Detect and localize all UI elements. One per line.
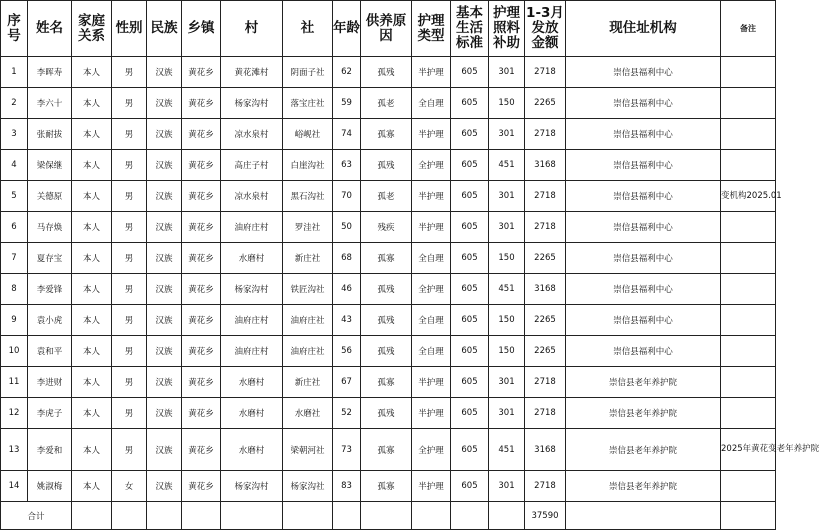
cell-township: 黄花乡 <box>182 212 221 243</box>
cell-institution: 崇信县福利中心 <box>566 212 721 243</box>
total-empty-cell <box>147 502 182 530</box>
cell-township: 黄花乡 <box>182 367 221 398</box>
total-empty-cell <box>489 502 525 530</box>
cell-care-subsidy: 301 <box>489 212 525 243</box>
cell-institution: 崇信县福利中心 <box>566 57 721 88</box>
cell-payment-amount: 3168 <box>525 429 566 471</box>
cell-remarks <box>721 336 776 367</box>
cell-village: 杨家沟村 <box>221 274 283 305</box>
cell-community: 峪岘社 <box>283 119 333 150</box>
cell-institution: 崇信县福利中心 <box>566 305 721 336</box>
cell-basic-living-standard: 605 <box>451 212 489 243</box>
cell-basic-living-standard: 605 <box>451 305 489 336</box>
cell-village: 黄花滩村 <box>221 57 283 88</box>
cell-name: 梁保继 <box>28 150 72 181</box>
total-empty-cell <box>112 502 147 530</box>
cell-basic-living-standard: 605 <box>451 243 489 274</box>
cell-institution: 崇信县老年养护院 <box>566 398 721 429</box>
cell-care-type: 全自理 <box>412 305 451 336</box>
cell-community: 杨家沟社 <box>283 471 333 502</box>
cell-care-type: 半护理 <box>412 181 451 212</box>
cell-gender: 男 <box>112 88 147 119</box>
cell-age: 70 <box>333 181 361 212</box>
cell-village: 油府庄村 <box>221 305 283 336</box>
cell-village: 高庄子村 <box>221 150 283 181</box>
table-row <box>1 181 776 212</box>
header-support-reason: 供养原因 <box>361 1 412 57</box>
header-remarks: 备注 <box>721 1 776 57</box>
cell-support-reason: 孤寡 <box>361 119 412 150</box>
cell-relation: 本人 <box>72 336 112 367</box>
cell-township: 黄花乡 <box>182 57 221 88</box>
cell-institution: 崇信县福利中心 <box>566 88 721 119</box>
cell-age: 83 <box>333 471 361 502</box>
cell-relation: 本人 <box>72 398 112 429</box>
cell-name: 李虎子 <box>28 398 72 429</box>
total-empty-cell <box>72 502 112 530</box>
cell-township: 黄花乡 <box>182 181 221 212</box>
table-row <box>1 398 776 429</box>
cell-basic-living-standard: 605 <box>451 181 489 212</box>
cell-township: 黄花乡 <box>182 398 221 429</box>
cell-gender: 男 <box>112 243 147 274</box>
total-empty-cell <box>451 502 489 530</box>
cell-basic-living-standard: 605 <box>451 88 489 119</box>
cell-relation: 本人 <box>72 181 112 212</box>
cell-age: 50 <box>333 212 361 243</box>
cell-index: 7 <box>1 243 28 274</box>
cell-remarks <box>721 398 776 429</box>
cell-community: 油府庄社 <box>283 305 333 336</box>
cell-township: 黄花乡 <box>182 243 221 274</box>
cell-index: 13 <box>1 429 28 471</box>
cell-support-reason: 孤残 <box>361 274 412 305</box>
cell-age: 52 <box>333 398 361 429</box>
cell-gender: 男 <box>112 305 147 336</box>
cell-village: 油府庄村 <box>221 336 283 367</box>
cell-community: 阴面子社 <box>283 57 333 88</box>
cell-support-reason: 孤残 <box>361 57 412 88</box>
total-empty-cell <box>182 502 221 530</box>
cell-township: 黄花乡 <box>182 150 221 181</box>
cell-care-subsidy: 301 <box>489 471 525 502</box>
cell-relation: 本人 <box>72 274 112 305</box>
header-relation: 家庭关系 <box>72 1 112 57</box>
total-empty-cell <box>221 502 283 530</box>
cell-index: 5 <box>1 181 28 212</box>
cell-remarks <box>721 212 776 243</box>
cell-support-reason: 孤寡 <box>361 429 412 471</box>
cell-support-reason: 残疾 <box>361 212 412 243</box>
cell-basic-living-standard: 605 <box>451 57 489 88</box>
cell-payment-amount: 2718 <box>525 57 566 88</box>
cell-index: 3 <box>1 119 28 150</box>
cell-name: 袁小虎 <box>28 305 72 336</box>
total-label: 合计 <box>1 502 72 530</box>
header-payment-amount: 1-3月发放金额 <box>525 1 566 57</box>
cell-age: 73 <box>333 429 361 471</box>
cell-township: 黄花乡 <box>182 305 221 336</box>
cell-institution: 崇信县福利中心 <box>566 243 721 274</box>
cell-name: 李晖寿 <box>28 57 72 88</box>
cell-care-subsidy: 150 <box>489 336 525 367</box>
cell-care-subsidy: 150 <box>489 243 525 274</box>
cell-name: 李进财 <box>28 367 72 398</box>
cell-remarks <box>721 367 776 398</box>
cell-ethnicity: 汉族 <box>147 57 182 88</box>
header-ethnicity: 民族 <box>147 1 182 57</box>
cell-village: 杨家沟村 <box>221 88 283 119</box>
cell-care-type: 全护理 <box>412 150 451 181</box>
cell-payment-amount: 2265 <box>525 336 566 367</box>
cell-support-reason: 孤老 <box>361 88 412 119</box>
table-row <box>1 305 776 336</box>
cell-ethnicity: 汉族 <box>147 88 182 119</box>
table-row <box>1 119 776 150</box>
table-row <box>1 274 776 305</box>
cell-gender: 男 <box>112 429 147 471</box>
table-row <box>1 367 776 398</box>
cell-index: 10 <box>1 336 28 367</box>
header-village: 村 <box>221 1 283 57</box>
cell-name: 关德原 <box>28 181 72 212</box>
cell-village: 水磨村 <box>221 367 283 398</box>
cell-village: 水磨村 <box>221 243 283 274</box>
cell-payment-amount: 2265 <box>525 305 566 336</box>
cell-remarks <box>721 243 776 274</box>
header-row <box>1 1 776 57</box>
cell-community: 白崖沟社 <box>283 150 333 181</box>
cell-gender: 男 <box>112 336 147 367</box>
total-empty-cell <box>283 502 333 530</box>
cell-ethnicity: 汉族 <box>147 243 182 274</box>
cell-basic-living-standard: 605 <box>451 471 489 502</box>
table-row <box>1 429 776 471</box>
cell-age: 74 <box>333 119 361 150</box>
cell-remarks <box>721 305 776 336</box>
cell-index: 11 <box>1 367 28 398</box>
table-row <box>1 471 776 502</box>
cell-remarks <box>721 88 776 119</box>
table-row <box>1 212 776 243</box>
cell-care-type: 全自理 <box>412 88 451 119</box>
total-empty-cell <box>566 502 721 530</box>
cell-care-type: 半护理 <box>412 57 451 88</box>
cell-age: 68 <box>333 243 361 274</box>
header-basic-living-standard: 基本生活标准 <box>451 1 489 57</box>
cell-ethnicity: 汉族 <box>147 398 182 429</box>
cell-care-type: 全自理 <box>412 336 451 367</box>
cell-index: 2 <box>1 88 28 119</box>
cell-name: 李六十 <box>28 88 72 119</box>
cell-age: 59 <box>333 88 361 119</box>
cell-village: 杨家沟村 <box>221 471 283 502</box>
cell-community: 落宝庄社 <box>283 88 333 119</box>
cell-relation: 本人 <box>72 243 112 274</box>
cell-institution: 崇信县福利中心 <box>566 150 721 181</box>
cell-care-subsidy: 301 <box>489 181 525 212</box>
cell-remarks: 2025年黄花变老年养护院 <box>721 429 776 471</box>
header-age: 年龄 <box>333 1 361 57</box>
cell-index: 1 <box>1 57 28 88</box>
cell-care-type: 半护理 <box>412 212 451 243</box>
cell-age: 63 <box>333 150 361 181</box>
cell-support-reason: 孤残 <box>361 336 412 367</box>
header-community: 社 <box>283 1 333 57</box>
cell-gender: 男 <box>112 367 147 398</box>
cell-care-type: 半护理 <box>412 119 451 150</box>
cell-ethnicity: 汉族 <box>147 471 182 502</box>
cell-support-reason: 孤残 <box>361 398 412 429</box>
cell-name: 李爱和 <box>28 429 72 471</box>
cell-care-subsidy: 150 <box>489 305 525 336</box>
cell-support-reason: 孤寡 <box>361 243 412 274</box>
cell-village: 凉水泉村 <box>221 119 283 150</box>
cell-relation: 本人 <box>72 429 112 471</box>
cell-community: 黑石沟社 <box>283 181 333 212</box>
total-empty-cell <box>721 502 776 530</box>
cell-village: 凉水泉村 <box>221 181 283 212</box>
cell-community: 罗洼社 <box>283 212 333 243</box>
cell-care-subsidy: 451 <box>489 429 525 471</box>
cell-name: 张耐拔 <box>28 119 72 150</box>
cell-ethnicity: 汉族 <box>147 305 182 336</box>
cell-payment-amount: 3168 <box>525 274 566 305</box>
cell-care-subsidy: 301 <box>489 367 525 398</box>
cell-ethnicity: 汉族 <box>147 367 182 398</box>
cell-township: 黄花乡 <box>182 88 221 119</box>
cell-basic-living-standard: 605 <box>451 367 489 398</box>
cell-age: 43 <box>333 305 361 336</box>
cell-remarks <box>721 274 776 305</box>
cell-remarks <box>721 471 776 502</box>
cell-basic-living-standard: 605 <box>451 119 489 150</box>
cell-care-subsidy: 301 <box>489 119 525 150</box>
cell-township: 黄花乡 <box>182 336 221 367</box>
total-empty-cell <box>333 502 361 530</box>
cell-payment-amount: 2718 <box>525 398 566 429</box>
cell-care-subsidy: 150 <box>489 88 525 119</box>
cell-gender: 女 <box>112 471 147 502</box>
cell-relation: 本人 <box>72 471 112 502</box>
cell-village: 水磨村 <box>221 429 283 471</box>
cell-remarks <box>721 57 776 88</box>
cell-gender: 男 <box>112 119 147 150</box>
total-empty-cell <box>412 502 451 530</box>
cell-support-reason: 孤残 <box>361 150 412 181</box>
cell-payment-amount: 2718 <box>525 181 566 212</box>
header-index: 序号 <box>1 1 28 57</box>
cell-remarks: 变机构2025.01 <box>721 181 776 212</box>
cell-payment-amount: 2718 <box>525 471 566 502</box>
cell-village: 水磨村 <box>221 398 283 429</box>
cell-index: 14 <box>1 471 28 502</box>
cell-relation: 本人 <box>72 88 112 119</box>
cell-relation: 本人 <box>72 150 112 181</box>
cell-institution: 崇信县老年养护院 <box>566 471 721 502</box>
cell-index: 8 <box>1 274 28 305</box>
cell-ethnicity: 汉族 <box>147 150 182 181</box>
cell-support-reason: 孤寡 <box>361 367 412 398</box>
cell-township: 黄花乡 <box>182 274 221 305</box>
cell-remarks <box>721 119 776 150</box>
cell-community: 油府庄社 <box>283 336 333 367</box>
table-row <box>1 88 776 119</box>
cell-institution: 崇信县福利中心 <box>566 181 721 212</box>
cell-village: 油府庄村 <box>221 212 283 243</box>
header-care-subsidy: 护理照料补助 <box>489 1 525 57</box>
cell-care-subsidy: 451 <box>489 150 525 181</box>
table-row <box>1 243 776 274</box>
cell-ethnicity: 汉族 <box>147 212 182 243</box>
cell-ethnicity: 汉族 <box>147 119 182 150</box>
cell-care-subsidy: 301 <box>489 398 525 429</box>
cell-relation: 本人 <box>72 305 112 336</box>
cell-gender: 男 <box>112 57 147 88</box>
cell-care-type: 全护理 <box>412 429 451 471</box>
header-institution: 现住址机构 <box>566 1 721 57</box>
cell-gender: 男 <box>112 212 147 243</box>
cell-payment-amount: 2718 <box>525 367 566 398</box>
cell-relation: 本人 <box>72 57 112 88</box>
cell-age: 46 <box>333 274 361 305</box>
cell-basic-living-standard: 605 <box>451 150 489 181</box>
total-row <box>1 502 776 530</box>
cell-ethnicity: 汉族 <box>147 274 182 305</box>
cell-age: 56 <box>333 336 361 367</box>
cell-community: 铁匠沟社 <box>283 274 333 305</box>
total-empty-cell <box>361 502 412 530</box>
cell-care-type: 全自理 <box>412 243 451 274</box>
cell-institution: 崇信县福利中心 <box>566 274 721 305</box>
header-township: 乡镇 <box>182 1 221 57</box>
cell-care-subsidy: 451 <box>489 274 525 305</box>
cell-community: 梁朝河社 <box>283 429 333 471</box>
cell-township: 黄花乡 <box>182 429 221 471</box>
cell-index: 6 <box>1 212 28 243</box>
header-name: 姓名 <box>28 1 72 57</box>
cell-support-reason: 孤残 <box>361 305 412 336</box>
cell-care-type: 半护理 <box>412 471 451 502</box>
cell-gender: 男 <box>112 274 147 305</box>
header-care-type: 护理类型 <box>412 1 451 57</box>
cell-institution: 崇信县福利中心 <box>566 119 721 150</box>
table-row <box>1 150 776 181</box>
cell-gender: 男 <box>112 150 147 181</box>
cell-ethnicity: 汉族 <box>147 336 182 367</box>
cell-support-reason: 孤寡 <box>361 471 412 502</box>
cell-gender: 男 <box>112 181 147 212</box>
cell-payment-amount: 2718 <box>525 119 566 150</box>
cell-basic-living-standard: 605 <box>451 274 489 305</box>
cell-name: 夏存宝 <box>28 243 72 274</box>
cell-basic-living-standard: 605 <box>451 336 489 367</box>
cell-relation: 本人 <box>72 119 112 150</box>
cell-name: 马存焕 <box>28 212 72 243</box>
cell-payment-amount: 2718 <box>525 212 566 243</box>
cell-care-type: 半护理 <box>412 398 451 429</box>
table-row <box>1 57 776 88</box>
cell-name: 姚淑梅 <box>28 471 72 502</box>
cell-payment-amount: 2265 <box>525 88 566 119</box>
cell-institution: 崇信县老年养护院 <box>566 429 721 471</box>
cell-support-reason: 孤老 <box>361 181 412 212</box>
table-row <box>1 336 776 367</box>
cell-relation: 本人 <box>72 212 112 243</box>
cell-community: 新庄社 <box>283 367 333 398</box>
cell-township: 黄花乡 <box>182 119 221 150</box>
cell-payment-amount: 2265 <box>525 243 566 274</box>
cell-index: 12 <box>1 398 28 429</box>
cell-payment-amount: 3168 <box>525 150 566 181</box>
cell-name: 李爱锋 <box>28 274 72 305</box>
cell-name: 袁和平 <box>28 336 72 367</box>
cell-ethnicity: 汉族 <box>147 181 182 212</box>
cell-basic-living-standard: 605 <box>451 429 489 471</box>
cell-age: 62 <box>333 57 361 88</box>
cell-institution: 崇信县老年养护院 <box>566 367 721 398</box>
cell-care-subsidy: 301 <box>489 57 525 88</box>
cell-institution: 崇信县福利中心 <box>566 336 721 367</box>
cell-age: 67 <box>333 367 361 398</box>
cell-community: 水磨社 <box>283 398 333 429</box>
cell-gender: 男 <box>112 398 147 429</box>
cell-remarks <box>721 150 776 181</box>
header-gender: 性别 <box>112 1 147 57</box>
cell-relation: 本人 <box>72 367 112 398</box>
cell-ethnicity: 汉族 <box>147 429 182 471</box>
cell-township: 黄花乡 <box>182 471 221 502</box>
total-amount: 37590 <box>525 502 566 530</box>
cell-care-type: 全护理 <box>412 274 451 305</box>
cell-index: 4 <box>1 150 28 181</box>
cell-basic-living-standard: 605 <box>451 398 489 429</box>
cell-community: 新庄社 <box>283 243 333 274</box>
cell-index: 9 <box>1 305 28 336</box>
cell-care-type: 半护理 <box>412 367 451 398</box>
